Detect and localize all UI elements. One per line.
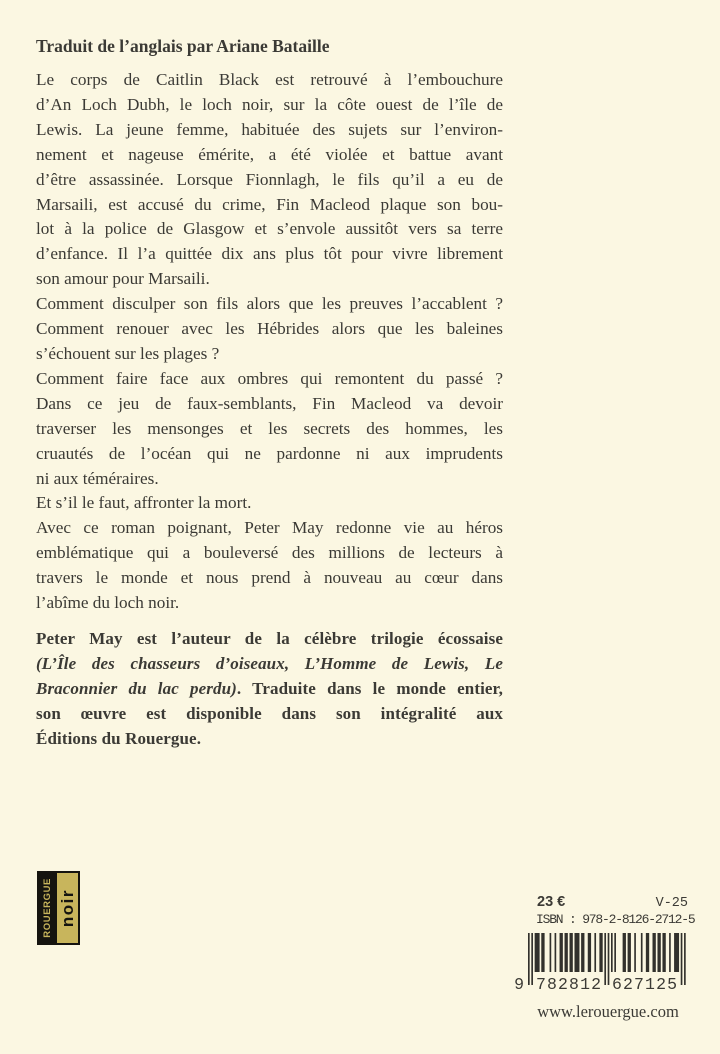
- publisher-logo-noir-label: noir: [57, 888, 77, 928]
- price-row: [537, 894, 688, 911]
- synopsis-line: l’abîme du loch noir.: [36, 593, 180, 613]
- bio-title-italic: (L’Île des chasseurs d’oiseaux, L’Homme de Lewis, Le: [36, 653, 503, 673]
- bio-title-italic: Braconnier du lac perdu): [36, 678, 237, 698]
- synopsis-line: emblématique qui a bouleversé des millions de lecteurs à: [36, 543, 503, 563]
- bio-text: Peter May est l’auteur de la célèbre trilogie écossaise: [36, 628, 503, 648]
- bio-text: . Traduite dans le monde entier,: [236, 678, 503, 698]
- synopsis-line: lot à la police de Glasgow et s’envole aussitôt vers sa terre: [36, 219, 503, 239]
- synopsis-line: Lewis. La jeune femme, habituée des sujets sur l’environ-: [36, 119, 503, 139]
- translator-note: Traduit de l’anglais par Ariane Bataille: [36, 36, 330, 56]
- synopsis-line: nement et nageuse émérite, a été violée et battue avant: [36, 144, 503, 164]
- ean13-svg: [506, 933, 688, 991]
- bio-line: [36, 652, 503, 677]
- ean13-digits: 9: [514, 975, 524, 991]
- synopsis-line: Le corps de Caitlin Black est retrouvé à l’embouchure: [36, 70, 503, 89]
- synopsis-line: Marsaili, est accusé du crime, Fin Macleod plaque son bou-: [36, 194, 503, 214]
- synopsis-line: ni aux téméraires.: [36, 468, 159, 488]
- synopsis-line: cruautés de l’océan qui ne pardonne ni aux imprudents: [36, 443, 503, 463]
- synopsis-line: Comment disculper son fils alors que les preuves l’accablent ?: [36, 294, 503, 314]
- publisher-logo: [37, 871, 80, 945]
- author-bio: [36, 627, 503, 752]
- synopsis-line: Comment faire face aux ombres qui remontent du passé ?: [36, 368, 503, 388]
- bio-line: [36, 677, 503, 702]
- print-code: V-25: [655, 896, 688, 911]
- ean13-digits: 782812: [536, 975, 601, 991]
- synopsis-line: traverser les mensonges et les secrets des hommes, les: [36, 418, 503, 438]
- ean13-digits: 627125: [612, 975, 677, 991]
- synopsis-line: travers le monde et nous prend à nouveau au cœur dans: [36, 568, 503, 588]
- price: 23 €: [537, 894, 566, 910]
- bio-line: [36, 702, 503, 727]
- publisher-website: www.lerouergue.com: [537, 1002, 679, 1021]
- synopsis-line: Et s’il le faut, affronter la mort.: [36, 493, 252, 513]
- synopsis-line: Comment renouer avec les Hébrides alors que les baleines: [36, 319, 503, 339]
- synopsis-line: Dans ce jeu de faux-semblants, Fin Macleod va devoir: [36, 393, 503, 413]
- synopsis-line: d’être assassinée. Lorsque Fionnlagh, le fils qu’il a eu de: [36, 169, 503, 189]
- bio-text: son œuvre est disponible dans son intégralité aux: [36, 703, 503, 723]
- synopsis-line: son amour pour Marsaili.: [36, 269, 210, 289]
- publisher-logo-rouergue-label: ROUERGUE: [42, 878, 53, 938]
- publisher-logo-noir-panel: [57, 873, 78, 943]
- back-cover-text-column: [36, 34, 503, 751]
- synopsis: [36, 68, 503, 616]
- synopsis-line: d’An Loch Dubh, le loch noir, sur la côte ouest de l’île de: [36, 94, 503, 114]
- ean13-barcode: [506, 933, 688, 991]
- publisher-logo-rouergue-panel: [39, 873, 56, 943]
- synopsis-line: Avec ce roman poignant, Peter May redonne vie au héros: [36, 518, 503, 538]
- synopsis-line: d’enfance. Il l’a quittée dix ans plus tôt pour vivre librement: [36, 244, 503, 264]
- bio-line: [36, 727, 503, 752]
- synopsis-line: s’échouent sur les plages ?: [36, 343, 220, 363]
- bio-line: [36, 627, 503, 652]
- isbn-label: ISBN : 978-2-8126-2712-5: [536, 912, 695, 927]
- bio-text: Éditions du Rouergue.: [36, 728, 202, 748]
